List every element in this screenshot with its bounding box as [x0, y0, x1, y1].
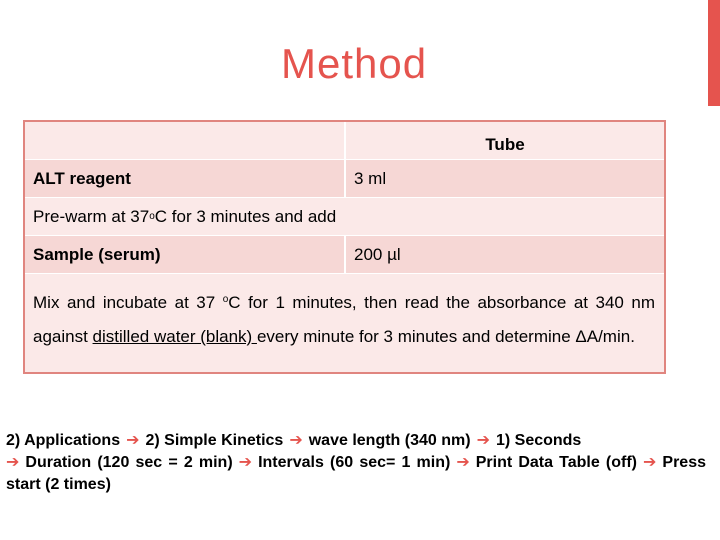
right-arrow-icon: ➔ [456, 454, 470, 471]
degree-mark: o [222, 294, 229, 305]
header-left-cell [25, 122, 346, 159]
step-item: wave length (340 nm) [308, 432, 471, 449]
step-item: Duration (120 sec = 2 min) [25, 454, 233, 471]
accent-bar [708, 0, 720, 106]
step-item: 1) Seconds [495, 432, 582, 449]
reagent-volume: 3 ml [354, 168, 387, 188]
table-row [25, 198, 664, 236]
table-row [25, 274, 664, 372]
procedure-table [23, 120, 666, 374]
sample-volume: 200 µl [354, 244, 401, 264]
reagent-label: ALT reagent [25, 160, 346, 197]
degree-mark: o [149, 211, 155, 222]
prewarm-instruction [25, 198, 664, 235]
header-tube-cell: Tube [485, 134, 525, 154]
right-arrow-icon: ➔ [6, 454, 20, 471]
table-header-row [25, 122, 664, 160]
prewarm-text-a: Pre-warm at 37 [33, 206, 150, 226]
incubate-part1: Mix and incubate at 37 [33, 293, 223, 312]
right-arrow-icon: ➔ [126, 432, 140, 449]
step-item: 2) Applications [6, 432, 121, 449]
slide-title: Method [281, 40, 428, 87]
incubate-part2: C for 1 minutes, then read the absorbance at 340 nm against [33, 293, 655, 346]
sample-label: Sample (serum) [25, 236, 346, 273]
instrument-steps [6, 430, 706, 496]
table-row [25, 236, 664, 274]
step-item: Press start (2 times) [6, 454, 706, 493]
step-item: Print Data Table (off) [475, 454, 637, 471]
right-arrow-icon: ➔ [476, 432, 490, 449]
step-item: 2) Simple Kinetics [145, 432, 284, 449]
prewarm-text-b: C for 3 minutes and add [154, 206, 337, 226]
table-row [25, 160, 664, 198]
right-arrow-icon: ➔ [238, 454, 253, 471]
right-arrow-icon: ➔ [643, 454, 657, 471]
right-arrow-icon: ➔ [289, 432, 303, 449]
incubate-part3: every minute for 3 minutes and determine ΔA/min. [256, 327, 635, 346]
incubate-instruction [25, 274, 664, 372]
blank-underlined: distilled water (blank) [92, 327, 257, 346]
step-item: Intervals (60 sec= 1 min) [258, 454, 451, 471]
